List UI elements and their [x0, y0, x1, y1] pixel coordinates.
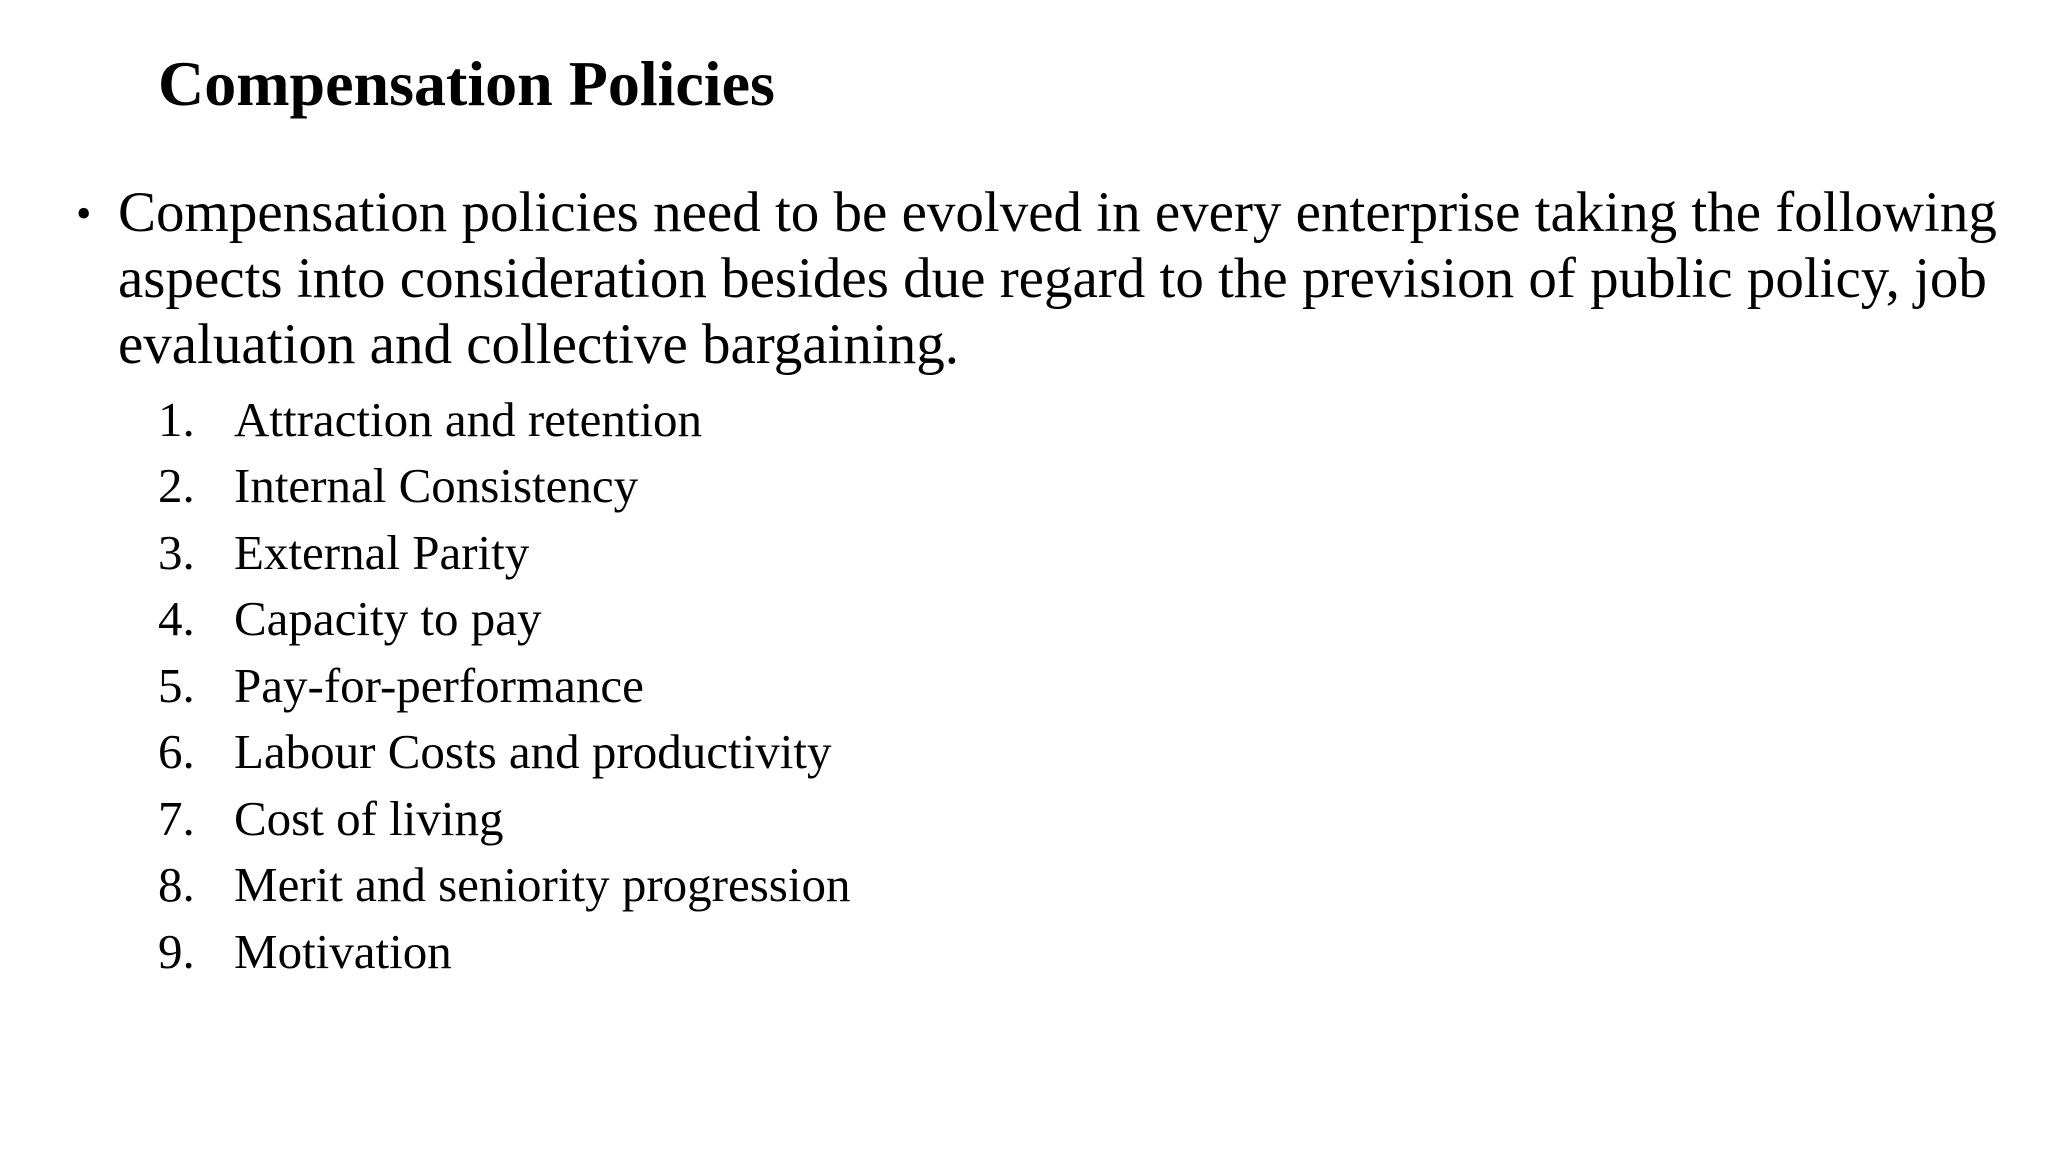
list-item — [158, 586, 850, 653]
list-item — [158, 453, 850, 520]
bullet-marker: • — [76, 189, 92, 238]
list-item — [158, 785, 850, 852]
list-item — [158, 918, 850, 985]
list-item — [158, 652, 850, 719]
list-item-text: Cost of living — [234, 790, 504, 846]
numbered-list — [158, 386, 850, 985]
list-item-number: 2. — [158, 458, 195, 514]
list-item — [158, 519, 850, 586]
list-item-text: Motivation — [234, 923, 452, 979]
list-item-number: 3. — [158, 524, 195, 580]
list-item-text: Attraction and retention — [234, 391, 703, 447]
list-item-text: Labour Costs and productivity — [234, 724, 832, 780]
list-item-text: Internal Consistency — [234, 458, 639, 514]
list-item — [158, 386, 850, 453]
list-item-number: 8. — [158, 857, 195, 913]
list-item — [158, 852, 850, 919]
list-item — [158, 719, 850, 786]
bullet-row — [76, 180, 2006, 378]
list-item-text: External Parity — [234, 524, 530, 580]
list-item-number: 7. — [158, 790, 195, 846]
list-item-text: Capacity to pay — [234, 591, 542, 647]
bullet-text: Compensation policies need to be evolved in every enterprise taking the following aspects into consideration besides due regard to the prevision of public policy, job evaluation and collective bargaining. — [118, 181, 1997, 376]
list-item-number: 6. — [158, 724, 195, 780]
list-item-number: 9. — [158, 923, 195, 979]
list-item-number: 5. — [158, 657, 195, 713]
bullet-block — [76, 180, 2006, 378]
list-item-text: Pay-for-performance — [234, 657, 644, 713]
list-item-text: Merit and seniority progression — [234, 857, 851, 913]
list-item-number: 4. — [158, 591, 195, 647]
list-item-number: 1. — [158, 391, 195, 447]
slide-title: Compensation Policies — [158, 48, 775, 119]
